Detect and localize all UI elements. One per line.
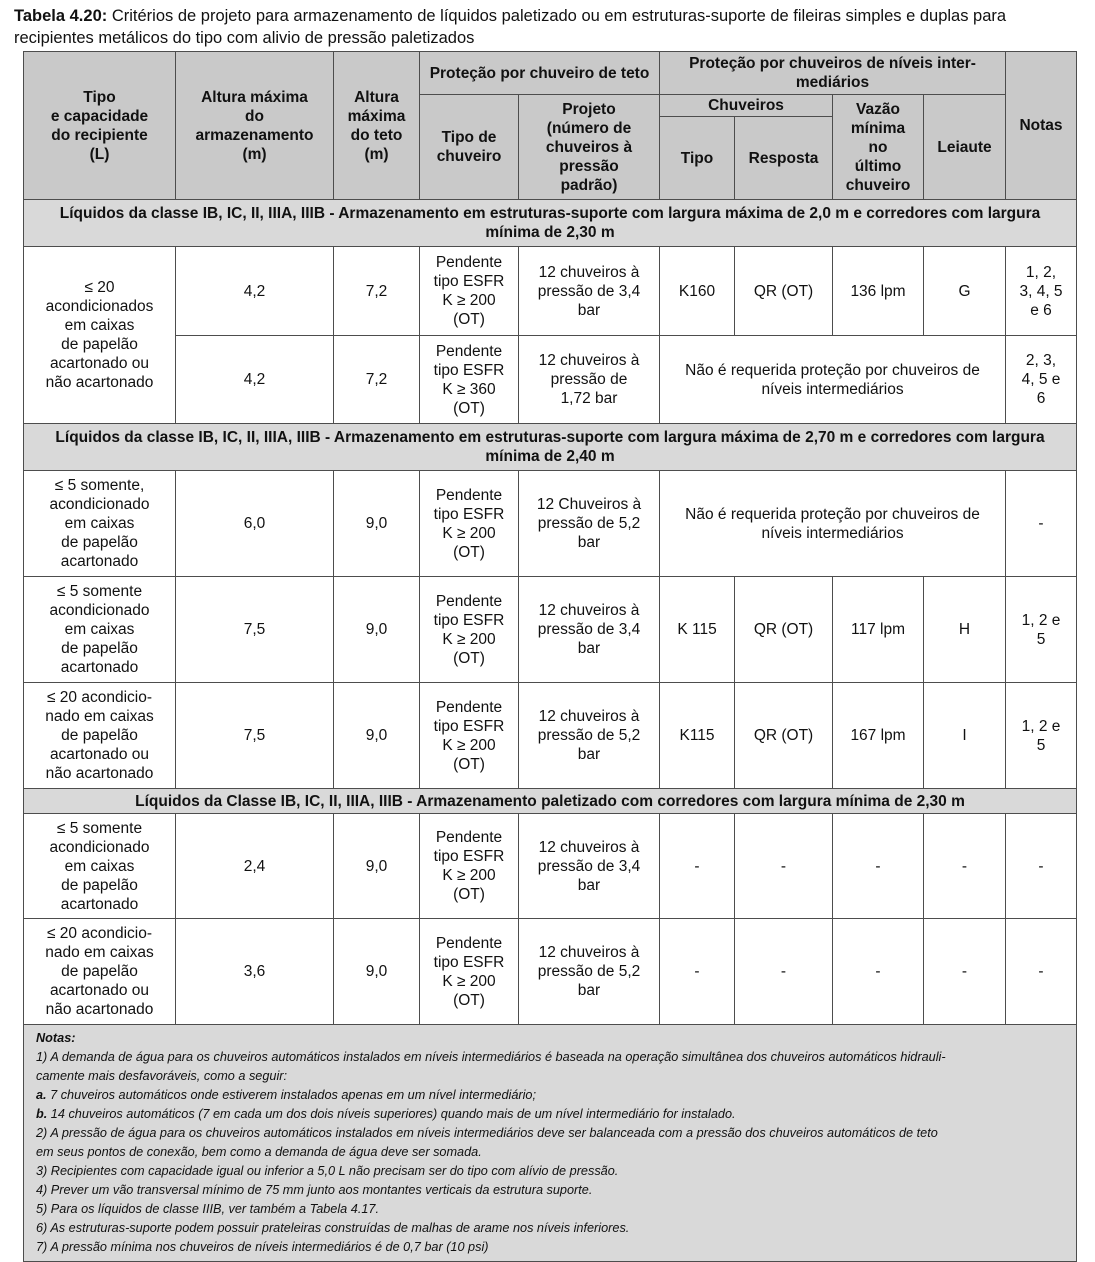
chuveiro-cell: Pendente tipo ESFR K ≥ 200 (OT) [420,814,519,919]
header-altura-teto: Altura máxima do teto (m) [334,52,420,200]
altura-teto-cell: 7,2 [334,247,420,336]
note-line: a. 7 chuveiros automáticos onde estiverem instalados apenas em um nível intermediário; [36,1088,537,1102]
notas-cell: - [1006,919,1077,1025]
resposta-cell: QR (OT) [735,577,833,683]
resposta-cell: - [735,814,833,919]
table-row [24,683,1077,789]
altura-teto-cell: 9,0 [334,814,420,919]
note-line: 3) Recipientes com capacidade igual ou inferior a 5,0 L não precisam ser do tipo com alívio de pressão. [36,1164,619,1178]
notas-cell: - [1006,814,1077,919]
chuveiro-cell: Pendente tipo ESFR K ≥ 360 (OT) [420,336,519,424]
recipient-cell: ≤ 20 acondicionados em caixas de papelão acartonado ou não acartonado [24,247,176,424]
table-row [24,471,1077,577]
notas-cell: 1, 2 e 5 [1006,577,1077,683]
projeto-cell: 12 chuveiros à pressão de 3,4 bar [519,814,660,919]
table-row [24,814,1077,919]
recipient-cell: ≤ 5 somente, acondicionado em caixas de papelão acartonado [24,471,176,577]
recipient-cell: ≤ 5 somente acondicionado em caixas de papelão acartonado [24,577,176,683]
chuveiro-cell: Pendente tipo ESFR K ≥ 200 (OT) [420,247,519,336]
header-protecao-teto: Proteção por chuveiro de teto [420,52,660,95]
leiaute-cell: - [924,919,1006,1025]
note-line: em seus pontos de conexão, bem como a demanda de água deve ser somada. [36,1145,482,1159]
note-line: 2) A pressão de água para os chuveiros automáticos instalados em níveis intermediários deve ser balanceada com a pressão dos chuveiros automáticos de teto [36,1126,938,1140]
header-chuveiros: Chuveiros [660,95,833,117]
header-tipo-chuveiros: Tipo [660,117,735,200]
notas-cell: - [1006,471,1077,577]
notes-row [24,1025,1077,1262]
notas-cell: 1, 2, 3, 4, 5 e 6 [1006,247,1077,336]
notas-cell: 2, 3, 4, 5 e 6 [1006,336,1077,424]
projeto-cell: 12 chuveiros à pressão de 5,2 bar [519,683,660,789]
section-title: Líquidos da classe IB, IC, II, IIIA, IIIB - Armazenamento em estruturas-suporte com largura máxima de 2,0 m e corredores com largura mínima de 2,30 m [24,200,1077,247]
section-title: Líquidos da Classe IB, IC, II, IIIA, IIIB - Armazenamento paletizado com corredores com largura mínima de 2,30 m [24,789,1077,814]
chuveiro-cell: Pendente tipo ESFR K ≥ 200 (OT) [420,471,519,577]
altura-armazenamento-cell: 6,0 [176,471,334,577]
leiaute-cell: I [924,683,1006,789]
altura-teto-cell: 9,0 [334,577,420,683]
note-line: b. 14 chuveiros automáticos (7 em cada um dos dois níveis superiores) quando mais de um nível intermediário for instalado. [36,1107,736,1121]
vazao-cell: 117 lpm [833,577,924,683]
note-line: 5) Para os líquidos de classe IIIB, ver também a Tabela 4.17. [36,1202,379,1216]
tipo-cell: K 115 [660,577,735,683]
notes-block [24,1025,1077,1262]
altura-armazenamento-cell: 7,5 [176,683,334,789]
leiaute-cell: - [924,814,1006,919]
projeto-cell: 12 Chuveiros à pressão de 5,2 bar [519,471,660,577]
tipo-cell: K115 [660,683,735,789]
note-line: camente mais desfavoráveis, como a seguir: [36,1069,288,1083]
chuveiro-cell: Pendente tipo ESFR K ≥ 200 (OT) [420,683,519,789]
recipient-cell: ≤ 20 acondicio- nado em caixas de papelão acartonado ou não acartonado [24,683,176,789]
projeto-cell: 12 chuveiros à pressão de 1,72 bar [519,336,660,424]
header-tipo: Tipo e capacidade do recipiente (L) [24,52,176,200]
header-notas: Notas [1006,52,1077,200]
note-line: 7) A pressão mínima nos chuveiros de níveis intermediários é de 0,7 bar (10 psi) [36,1240,489,1254]
nao-requerida-cell: Não é requerida proteção por chuveiros de níveis intermediários [660,336,1006,424]
table-row [24,247,1077,336]
note-line: 1) A demanda de água para os chuveiros automáticos instalados em níveis intermediários é baseada na operação simultânea dos chuveiros automáticos hidrauli- [36,1050,946,1064]
altura-teto-cell: 7,2 [334,336,420,424]
resposta-cell: - [735,919,833,1025]
criteria-table [23,51,1077,1262]
leiaute-cell: G [924,247,1006,336]
tipo-cell: - [660,919,735,1025]
section-title: Líquidos da classe IB, IC, II, IIIA, IIIB - Armazenamento em estruturas-suporte com largura máxima de 2,70 m e corredores com largura mínima de 2,40 m [24,424,1077,471]
projeto-cell: 12 chuveiros à pressão de 5,2 bar [519,919,660,1025]
recipient-cell: ≤ 5 somente acondicionado em caixas de papelão acartonado [24,814,176,919]
header-resposta: Resposta [735,117,833,200]
header-altura-armazenamento: Altura máxima do armazenamento (m) [176,52,334,200]
tipo-cell: K160 [660,247,735,336]
leiaute-cell: H [924,577,1006,683]
altura-teto-cell: 9,0 [334,683,420,789]
projeto-cell: 12 chuveiros à pressão de 3,4 bar [519,577,660,683]
vazao-cell: - [833,919,924,1025]
header-leiaute: Leiaute [924,95,1006,200]
altura-armazenamento-cell: 4,2 [176,336,334,424]
table-row [24,577,1077,683]
header-tipo-chuveiro: Tipo de chuveiro [420,95,519,200]
recipient-cell: ≤ 20 acondicio- nado em caixas de papelão acartonado ou não acartonado [24,919,176,1025]
notas-cell: 1, 2 e 5 [1006,683,1077,789]
caption-label: Tabela 4.20: [14,7,108,25]
altura-teto-cell: 9,0 [334,919,420,1025]
table-caption [14,5,1084,49]
header-vazao: Vazão mínima no último chuveiro [833,95,924,200]
resposta-cell: QR (OT) [735,683,833,789]
table-row [24,336,1077,424]
altura-teto-cell: 9,0 [334,471,420,577]
caption-text: Critérios de projeto para armazenamento de líquidos paletizado ou em estruturas-suporte de fileiras simples e duplas para recipientes metálicos do tipo com alivio de pressão paletizados [14,7,1007,47]
chuveiro-cell: Pendente tipo ESFR K ≥ 200 (OT) [420,919,519,1025]
resposta-cell: QR (OT) [735,247,833,336]
altura-armazenamento-cell: 2,4 [176,814,334,919]
projeto-cell: 12 chuveiros à pressão de 3,4 bar [519,247,660,336]
vazao-cell: 136 lpm [833,247,924,336]
altura-armazenamento-cell: 4,2 [176,247,334,336]
vazao-cell: - [833,814,924,919]
tipo-cell: - [660,814,735,919]
nao-requerida-cell: Não é requerida proteção por chuveiros de níveis intermediários [660,471,1006,577]
note-line: 6) As estruturas-suporte podem possuir prateleiras construídas de malhas de arame nos níveis inferiores. [36,1221,630,1235]
table-row [24,919,1077,1025]
vazao-cell: 167 lpm [833,683,924,789]
notes-title: Notas: [36,1031,76,1045]
header-protecao-niveis: Proteção por chuveiros de níveis inter-mediários [660,52,1006,95]
altura-armazenamento-cell: 7,5 [176,577,334,683]
note-line: 4) Prever um vão transversal mínimo de 75 mm junto aos montantes verticais da estrutura suporte. [36,1183,593,1197]
altura-armazenamento-cell: 3,6 [176,919,334,1025]
chuveiro-cell: Pendente tipo ESFR K ≥ 200 (OT) [420,577,519,683]
header-projeto: Projeto (número de chuveiros à pressão padrão) [519,95,660,200]
